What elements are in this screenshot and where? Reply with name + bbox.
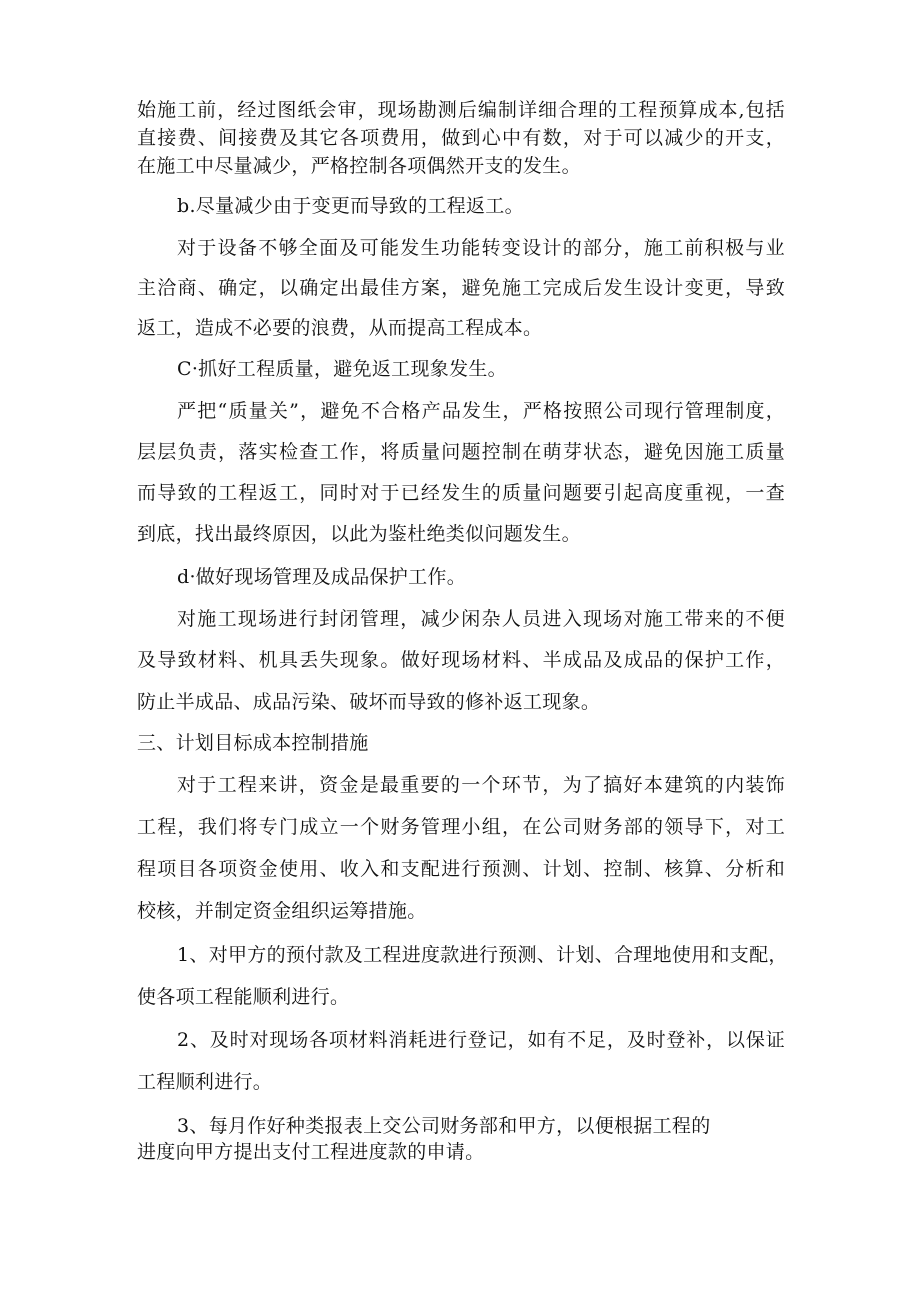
paragraph-line: 直接费、间接费及其它各项费用，做到心中有数，对于可以减少的开支， — [137, 127, 785, 149]
paragraph-line: 对于工程来讲，资金是最重要的一个环节，为了搞好本建筑的内装饰 — [177, 774, 785, 796]
section-heading: C·抓好工程质量，避免返工现象发生。 — [177, 358, 507, 380]
paragraph-line: 防止半成品、成品污染、破坏而导致的修补返工现象。 — [137, 691, 601, 713]
list-item-line: 2、及时对现场各项材料消耗进行登记，如有不足，及时登补，以保证 — [177, 1029, 785, 1051]
section-heading: d·做好现场管理及成品保护工作。 — [177, 566, 467, 588]
paragraph-line: 始施工前，经过图纸会审，现场勘测后编制详细合理的工程预算成本,包括 — [137, 99, 785, 121]
paragraph-line: 及导致材料、机具丢失现象。做好现场材料、半成品及成品的保护工作， — [137, 649, 785, 671]
list-item-line: 3、每月作好种类报表上交公司财务部和甲方，以便根据工程的 — [177, 1115, 711, 1137]
paragraph-line: 返工，造成不必要的浪费，从而提高工程成本。 — [137, 317, 543, 339]
paragraph-line: 严把“质量关”，避免不合格产品发生，严格按照公司现行管理制度， — [177, 400, 785, 422]
paragraph-line: 工程，我们将专门成立一个财务管理小组，在公司财务部的领导下，对工 — [137, 816, 785, 838]
list-item-line: 进度向甲方提出支付工程进度款的申请。 — [137, 1141, 485, 1163]
paragraph-line: 校核，并制定资金组织运筹措施。 — [137, 900, 427, 922]
section-heading: b.尽量减少由于变更而导致的工程返工。 — [177, 195, 524, 217]
list-item-line: 使各项工程能顺利进行。 — [137, 986, 350, 1008]
paragraph-line: 程项目各项资金使用、收入和支配进行预测、计划、控制、核算、分析和 — [137, 858, 785, 880]
list-item-line: 1、对甲方的预付款及工程进度款进行预测、计划、合理地使用和支配， — [177, 944, 788, 966]
paragraph-line: 在施工中尽量减少，严格控制各项偶然开支的发生。 — [137, 155, 581, 177]
paragraph-line: 层层负责，落实检查工作，将质量问题控制在萌芽状态，避免因施工质量 — [137, 441, 785, 463]
paragraph-line: 到底，找出最终原因，以此为鉴杜绝类似问题发生。 — [137, 523, 581, 545]
paragraph-line: 而导致的工程返工，同时对于已经发生的质量问题要引起高度重视，一查 — [137, 482, 785, 504]
paragraph-line: 主洽商、确定，以确定出最佳方案，避免施工完成后发生设计变更，导致 — [137, 277, 785, 299]
list-item-line: 工程顺利进行。 — [137, 1071, 273, 1093]
chapter-heading: 三、计划目标成本控制措施 — [137, 732, 369, 754]
paragraph-line: 对于设备不够全面及可能发生功能转变设计的部分，施工前积极与业 — [177, 237, 785, 259]
paragraph-line: 对施工现场进行封闭管理，减少闲杂人员进入现场对施工带来的不便 — [177, 608, 785, 630]
